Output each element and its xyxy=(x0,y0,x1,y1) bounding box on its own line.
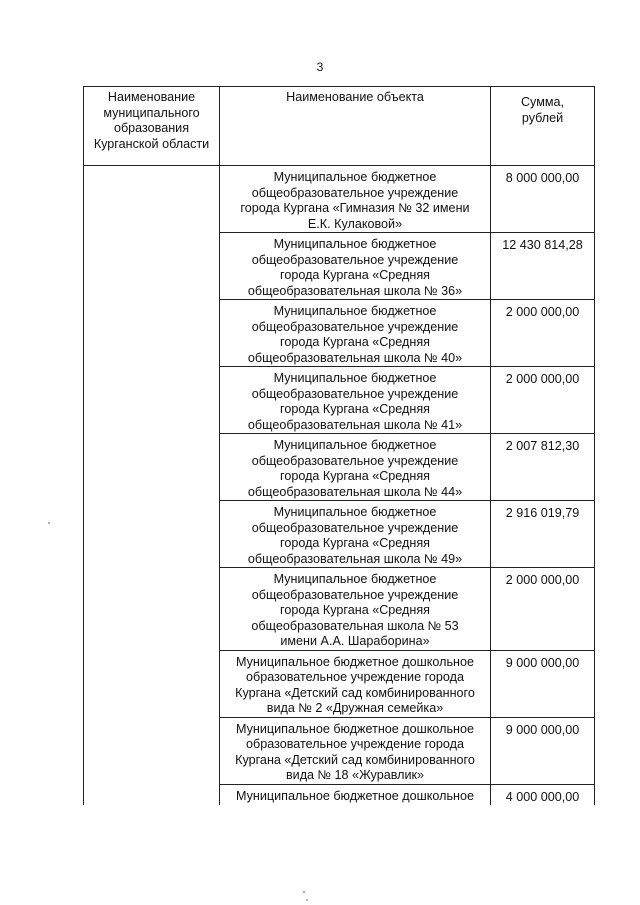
object-line: Муниципальное бюджетное дошкольное xyxy=(235,654,475,669)
object-line: общеобразовательная школа № 40» xyxy=(247,350,463,365)
object-line: общеобразовательное учреждение xyxy=(251,520,459,535)
table-header-row xyxy=(84,87,595,166)
sum-cell: 2 007 812,30 xyxy=(491,434,595,501)
object-line: Муниципальное бюджетное xyxy=(273,371,437,385)
object-line: Кургана «Детский сад комбинированного xyxy=(235,685,475,700)
object-cell xyxy=(220,166,491,233)
object-line: города Кургана «Средняя xyxy=(280,335,430,349)
object-line: Муниципальное бюджетное xyxy=(273,304,437,318)
object-cell xyxy=(220,434,491,501)
object-line: общеобразовательное учреждение xyxy=(251,386,459,401)
object-line: Кургана «Детский сад комбинированного xyxy=(235,752,475,767)
object-line: вида № 18 «Журавлик» xyxy=(285,768,425,782)
object-cell xyxy=(220,367,491,434)
header-region-line: Наименование xyxy=(107,90,196,104)
header-region-line: образования xyxy=(113,121,190,135)
header-sum-line: Сумма, xyxy=(520,95,565,109)
object-line: Муниципальное бюджетное xyxy=(273,170,437,184)
header-sum-line: рублей xyxy=(521,110,564,125)
object-cell xyxy=(220,300,491,367)
object-line: общеобразовательная школа № 36» xyxy=(247,283,463,298)
sum-cell: 12 430 814,28 xyxy=(491,233,595,300)
sum-cell: 2 000 000,00 xyxy=(491,568,595,651)
header-region-line: Курганской области xyxy=(93,136,210,151)
object-line: общеобразовательное учреждение xyxy=(251,587,459,602)
object-line: имени А.А. Шараборина» xyxy=(280,634,430,648)
page-number: 3 xyxy=(316,60,324,74)
object-line: общеобразовательное учреждение xyxy=(251,319,459,334)
object-line: Муниципальное бюджетное дошкольное xyxy=(235,721,475,736)
object-line: города Кургана «Средняя xyxy=(280,469,430,483)
sum-cell: 9 000 000,00 xyxy=(491,650,595,717)
object-line: вида № 2 «Дружная семейка» xyxy=(266,701,444,715)
object-line: Е.К. Кулаковой» xyxy=(307,216,403,231)
object-line: образовательное учреждение города xyxy=(246,737,464,751)
header-sum xyxy=(491,87,595,166)
sum-cell: 4 000 000,00 xyxy=(491,784,595,805)
region-cell xyxy=(84,166,220,806)
header-region-line: муниципального xyxy=(103,105,200,120)
object-cell xyxy=(220,784,491,805)
scan-speck xyxy=(48,522,50,524)
object-cell xyxy=(220,233,491,300)
object-line: общеобразовательная школа № 53 xyxy=(251,618,459,633)
table-row xyxy=(84,166,595,233)
header-region xyxy=(84,87,220,166)
object-line: образовательное учреждение города xyxy=(246,670,464,684)
sum-cell: 8 000 000,00 xyxy=(491,166,595,233)
object-cell xyxy=(220,650,491,717)
object-line: общеобразовательное учреждение xyxy=(251,453,459,468)
object-line: Муниципальное бюджетное xyxy=(273,237,437,251)
sum-cell: 2 000 000,00 xyxy=(491,367,595,434)
object-line: общеобразовательное учреждение xyxy=(251,252,459,267)
object-line: Муниципальное бюджетное xyxy=(273,572,437,586)
object-cell xyxy=(220,717,491,784)
object-line: города Кургана «Средняя xyxy=(280,268,430,282)
object-line: города Кургана «Гимназия № 32 имени xyxy=(240,201,470,215)
object-line: Муниципальное бюджетное дошкольное xyxy=(235,788,475,803)
object-line: Муниципальное бюджетное xyxy=(273,438,437,452)
scan-speck xyxy=(306,899,308,901)
object-cell xyxy=(220,568,491,651)
object-line: города Кургана «Средняя xyxy=(280,536,430,550)
header-object-line: Наименование объекта xyxy=(286,90,424,104)
sum-cell: 2 000 000,00 xyxy=(491,300,595,367)
object-line: общеобразовательное учреждение xyxy=(251,185,459,200)
budget-table xyxy=(83,86,595,805)
object-line: города Кургана «Средняя xyxy=(280,402,430,416)
object-line: города Кургана «Средняя xyxy=(280,603,430,617)
object-cell xyxy=(220,501,491,568)
object-line: общеобразовательная школа № 44» xyxy=(247,484,463,499)
object-line: общеобразовательная школа № 49» xyxy=(247,551,463,566)
sum-cell: 2 916 019,79 xyxy=(491,501,595,568)
object-line: Муниципальное бюджетное xyxy=(273,505,437,519)
scan-speck xyxy=(303,891,305,893)
sum-cell: 9 000 000,00 xyxy=(491,717,595,784)
header-object xyxy=(220,87,491,166)
object-line: общеобразовательная школа № 41» xyxy=(247,417,463,432)
